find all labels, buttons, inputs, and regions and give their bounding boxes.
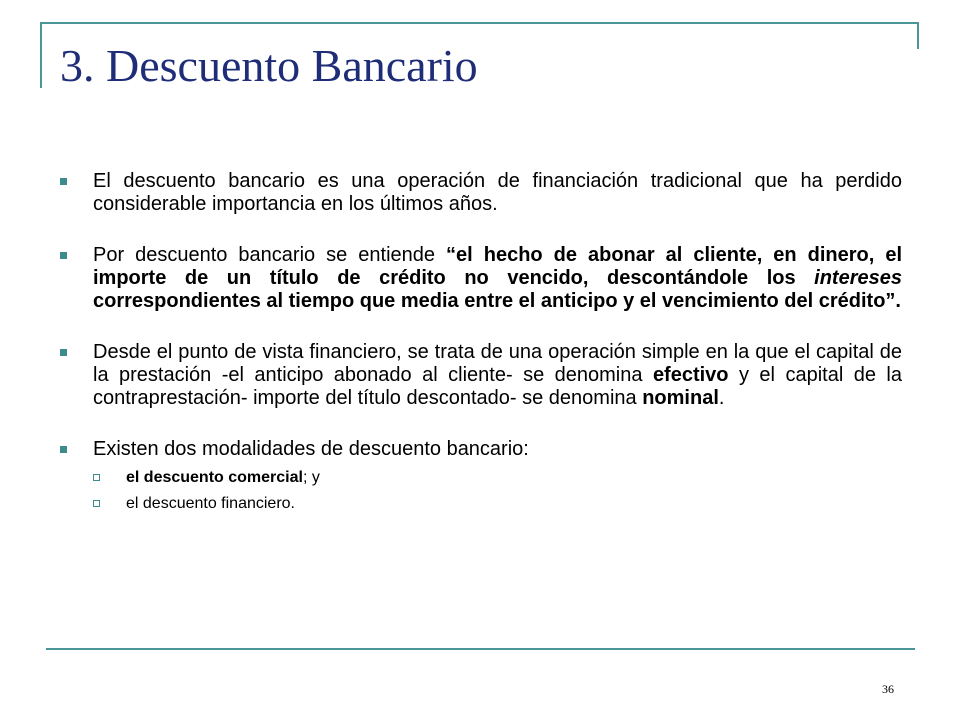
emphasis-text: intereses — [814, 267, 902, 289]
bold-text: el descuento comercial — [126, 469, 303, 486]
text-run: el descuento financiero. — [126, 495, 295, 512]
square-bullet-icon — [60, 252, 67, 259]
frame-right-line — [917, 22, 919, 49]
text-run: y el capital de la contraprestación- importe del título descontado- se denomina — [93, 364, 902, 409]
bullet-text — [93, 170, 902, 216]
bullet-text — [93, 244, 902, 313]
square-bullet-icon — [60, 446, 67, 453]
text-run: ; y — [302, 469, 320, 486]
sub-bullet-item — [93, 494, 902, 513]
frame-top-line — [40, 22, 919, 24]
bullet-item — [60, 244, 902, 313]
text-run: Existen dos modalidades de descuento bancario: — [93, 438, 529, 460]
text-run: El descuento bancario es una operación de financiación tradicional que ha perdido considerable importancia en los últimos años. — [93, 170, 902, 215]
bullet-list — [60, 170, 902, 520]
bullet-item — [60, 170, 902, 216]
sub-bullet-text — [126, 469, 320, 486]
sub-bullet-list — [93, 468, 902, 513]
bullet-item — [60, 341, 902, 410]
footer-line — [46, 648, 915, 650]
bullet-text — [93, 341, 902, 410]
bold-text: “el hecho de abonar al cliente, en dinero, el importe de un título de crédito no vencido, descontándole los — [93, 244, 902, 289]
sub-bullet-text — [126, 495, 295, 512]
square-bullet-icon — [60, 178, 67, 185]
bold-text — [814, 267, 902, 289]
bold-text: efectivo — [652, 364, 729, 386]
text-run: Desde el punto de vista financiero, se trata de una operación simple en la que el capital de la prestación -el anticipo abonado al cliente- se denomina — [93, 341, 902, 386]
bullet-text — [93, 438, 902, 461]
hollow-square-bullet-icon — [93, 500, 100, 507]
sub-bullet-item — [93, 468, 902, 487]
square-bullet-icon — [60, 349, 67, 356]
page-number: 36 — [882, 682, 894, 696]
bullet-item — [60, 438, 902, 513]
slide-title: 3. Descuento Bancario — [60, 40, 478, 91]
frame-left-line — [40, 22, 42, 88]
bold-text: correspondientes al tiempo que media entre el anticipo y el vencimiento del crédito”. — [93, 290, 901, 312]
bold-text: nominal — [642, 387, 719, 409]
text-run: . — [718, 387, 725, 409]
text-run: Por descuento bancario se entiende — [93, 244, 447, 266]
hollow-square-bullet-icon — [93, 474, 100, 481]
